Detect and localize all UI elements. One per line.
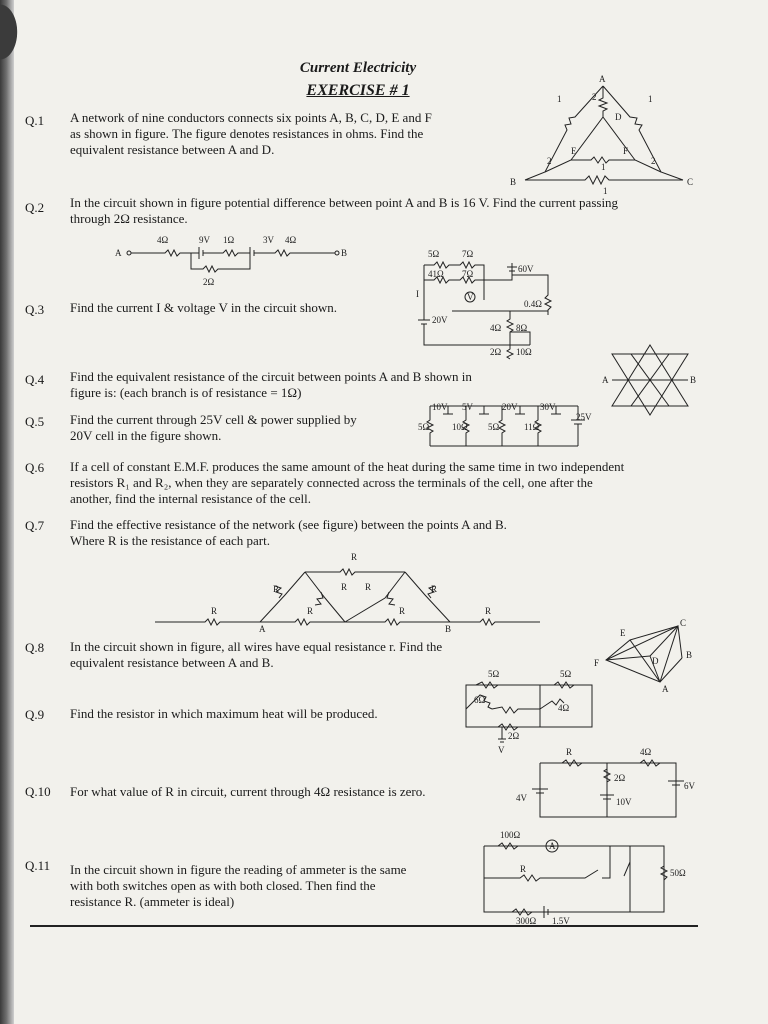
svg-text:1.5V: 1.5V — [552, 916, 570, 926]
question-text: Find the current through 25V cell & power supplied by 20V cell in the figure shown. — [70, 412, 357, 443]
question-text: For what value of R in circuit, current through 4Ω resistance is zero. — [70, 784, 426, 799]
node-label: E — [571, 146, 577, 156]
svg-text:9V: 9V — [199, 235, 210, 245]
svg-text:2: 2 — [592, 92, 597, 102]
svg-text:7Ω: 7Ω — [462, 269, 474, 279]
svg-text:1: 1 — [648, 94, 653, 104]
q8-pyramid — [592, 618, 702, 698]
svg-text:60V: 60V — [518, 264, 534, 274]
svg-text:R: R — [341, 582, 348, 592]
svg-text:10Ω: 10Ω — [516, 347, 532, 357]
q4-star-network — [600, 340, 700, 420]
svg-text:R: R — [211, 606, 218, 616]
svg-text:5Ω: 5Ω — [418, 422, 430, 432]
svg-text:1: 1 — [557, 94, 562, 104]
question-number: Q.6 — [25, 460, 45, 475]
svg-text:R: R — [307, 606, 314, 616]
svg-text:20V: 20V — [502, 402, 518, 412]
question-number: Q.2 — [25, 200, 45, 215]
svg-text:R: R — [485, 606, 492, 616]
svg-text:A: A — [662, 684, 669, 694]
svg-text:5Ω: 5Ω — [560, 669, 572, 679]
svg-text:2Ω: 2Ω — [490, 347, 502, 357]
q5-circuit — [418, 400, 598, 450]
svg-text:5Ω: 5Ω — [428, 249, 440, 259]
question-number: Q.10 — [25, 784, 51, 799]
node-label: D — [615, 112, 622, 122]
svg-text:4Ω: 4Ω — [558, 703, 570, 713]
q1-triangle-network — [505, 72, 705, 197]
book-binding-shadow — [0, 0, 14, 1024]
question-number: Q.5 — [25, 414, 45, 429]
svg-text:6Ω: 6Ω — [474, 695, 486, 705]
svg-text:A: A — [259, 624, 266, 634]
node-label: C — [687, 177, 694, 187]
svg-text:25V: 25V — [576, 412, 592, 422]
question-text: In the circuit shown in figure potential difference between point A and B is 16 V. Find the current passing through 2Ω resistance. — [70, 195, 619, 226]
svg-text:R: R — [431, 584, 438, 594]
svg-text:20V: 20V — [432, 315, 448, 325]
svg-text:R: R — [273, 584, 280, 594]
svg-text:30V: 30V — [540, 402, 556, 412]
chapter-title: Current Electricity — [299, 60, 417, 76]
svg-text:300Ω: 300Ω — [516, 916, 537, 926]
svg-text:7Ω: 7Ω — [462, 249, 474, 259]
question-text: If a cell of constant E.M.F. produces the same amount of the heat during the same time in two independent resistors R₁ and R₂, when they are separately connected across the terminals of the cell, one after the another, find the internal resistance of the cell. — [70, 459, 625, 506]
question-text: Find the resistor in which maximum heat will be produced. — [70, 706, 378, 721]
svg-text:100Ω: 100Ω — [500, 830, 521, 840]
question-number: Q.11 — [25, 858, 51, 873]
svg-text:4V: 4V — [516, 793, 527, 803]
svg-text:R: R — [520, 864, 527, 874]
resistor — [131, 250, 199, 256]
question-text: Find the equivalent resistance of the circuit between points A and B shown in figure is: (each branch is of resistance = 1Ω) — [70, 369, 472, 400]
question-text: A network of nine conductors connects six points A, B, C, D, E and F as shown in figure. The figure denotes resistances in ohms. Find the equivalent resistance between A and D. — [70, 110, 432, 157]
svg-text:A: A — [549, 841, 556, 851]
resistor — [254, 250, 335, 256]
resistor — [203, 250, 250, 256]
node-label: B — [510, 177, 517, 187]
svg-text:B: B — [690, 375, 697, 385]
svg-text:1: 1 — [601, 162, 606, 172]
node-label: F — [623, 146, 629, 156]
svg-text:A: A — [115, 248, 122, 258]
svg-text:V: V — [498, 745, 505, 755]
question-text: Find the current I & voltage V in the circuit shown. — [70, 300, 338, 315]
resistor — [599, 86, 607, 117]
svg-text:C: C — [680, 618, 687, 628]
question-text: In the circuit shown in figure the reading of ammeter is the same with both switches open as with both closed. Then find the resistance R. (ammeter is ideal) — [70, 862, 407, 909]
question-number: Q.3 — [25, 302, 45, 317]
svg-text:B: B — [341, 248, 348, 258]
node-label: A — [599, 74, 606, 84]
svg-text:0.4Ω: 0.4Ω — [524, 299, 542, 309]
svg-text:10V: 10V — [616, 797, 632, 807]
svg-text:8Ω: 8Ω — [516, 323, 528, 333]
svg-text:R: R — [399, 606, 406, 616]
exercise-title: EXERCISE # 1 — [306, 82, 410, 99]
svg-text:5Ω: 5Ω — [488, 422, 500, 432]
svg-text:1Ω: 1Ω — [223, 235, 235, 245]
resistor — [525, 176, 683, 184]
svg-text:4Ω: 4Ω — [157, 235, 169, 245]
svg-text:3V: 3V — [263, 235, 274, 245]
svg-text:F: F — [594, 658, 600, 668]
svg-text:5V: 5V — [462, 402, 473, 412]
question-number: Q.8 — [25, 640, 45, 655]
svg-text:5Ω: 5Ω — [488, 669, 500, 679]
svg-text:D: D — [652, 656, 659, 666]
svg-text:R: R — [566, 747, 573, 757]
svg-text:50Ω: 50Ω — [670, 868, 686, 878]
question-text: In the circuit shown in figure, all wires have equal resistance r. Find the equivalent resistance between A and B. — [70, 639, 443, 670]
svg-text:B: B — [445, 624, 452, 634]
svg-text:10Ω: 10Ω — [452, 422, 468, 432]
page-bottom-rule — [30, 925, 698, 927]
svg-text:2Ω: 2Ω — [508, 731, 520, 741]
q10-circuit — [512, 745, 702, 825]
svg-text:I: I — [416, 289, 419, 299]
svg-text:4Ω: 4Ω — [285, 235, 297, 245]
q11-circuit — [480, 828, 710, 926]
svg-text:2: 2 — [547, 156, 552, 166]
svg-text:V: V — [467, 292, 474, 302]
svg-text:4Ω: 4Ω — [490, 323, 502, 333]
svg-text:E: E — [620, 628, 626, 638]
svg-text:A: A — [602, 375, 609, 385]
question-number: Q.1 — [25, 113, 45, 128]
q3-circuit — [412, 245, 562, 365]
svg-text:R: R — [365, 582, 372, 592]
svg-text:4Ω: 4Ω — [640, 747, 652, 757]
q9-circuit — [462, 665, 602, 755]
question-number: Q.4 — [25, 372, 45, 387]
svg-text:41Ω: 41Ω — [428, 269, 444, 279]
svg-text:2Ω: 2Ω — [614, 773, 626, 783]
svg-text:2Ω: 2Ω — [203, 277, 215, 287]
question-text: Find the effective resistance of the network (see figure) between the points A and B. Where R is the resistance of each part. — [70, 517, 507, 548]
svg-text:2: 2 — [651, 156, 656, 166]
svg-text:B: B — [686, 650, 693, 660]
svg-text:6V: 6V — [684, 781, 695, 791]
resistor — [191, 253, 250, 272]
svg-text:11Ω: 11Ω — [524, 422, 540, 432]
question-number: Q.9 — [25, 707, 45, 722]
q7-network — [155, 550, 545, 635]
q2-circuit — [115, 233, 355, 291]
svg-text:R: R — [351, 552, 358, 562]
svg-text:1: 1 — [603, 186, 608, 196]
svg-text:10V: 10V — [432, 402, 448, 412]
question-number: Q.7 — [25, 518, 45, 533]
